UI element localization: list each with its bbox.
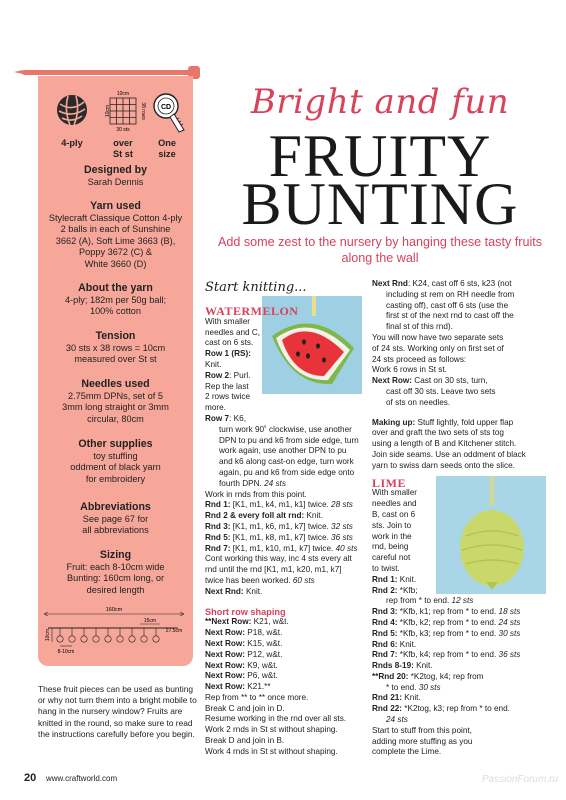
abbreviations-heading: Abbreviations xyxy=(80,501,151,513)
yarn-weight-label: 4-ply xyxy=(61,138,83,148)
yarn-ball-icon xyxy=(54,92,90,128)
title-line-1: FRUITY xyxy=(268,123,492,189)
tape-text: CD xyxy=(160,104,172,111)
diagram-height-label: 10cm xyxy=(45,628,51,642)
knitting-needle xyxy=(22,70,192,75)
diagram-spacing-label: 15cm xyxy=(143,618,157,624)
diagram-width-label: 8-10cm xyxy=(57,649,75,655)
lime-column: Next Rnd: K24, cast off 6 sts, k23 (not including st rem on RH needle from casting off), cast off 6 sts (use the first st of the next rnd to cast off the final st of this rnd). You will now have two separate sets of 24 sts. Working only on first set of 24 sts proceed as follows: Work 6 rows in St st. Next Row: Cast on 30 sts, turn, cast off 30 sts. Leave two sets of sts on needles. Making up: Stuff lightly, fold upper flap over and graft the two sets of sts tog using a length of B and Kitchener stitch. Join side seams. Use an oddment of black yarn to swiss darn seeds onto the slice. LIME With smaller needles and B, cast on 6 sts. Join to work in the rnd, being careful not to twist. Rnd 1: Knit. Rnd 2: *Kfb; rep from * to end. 12 sts Rnd 3: *Kfb, k1; rep from * to end. 18 sts Rnd 4: *Kfb, k2; rep from * to end. 24 sts Rnd 5: *Kfb, k3; rep from * to end. 30 sts Rnd 6: Knit. Rnd 7: *Kfb, k4; rep from * to end. 36 sts Rnds 8-19: Knit. **Rnd 20: *K2tog, k4; rep from * to end. 30 sts Rnd 21: Knit. Rnd 22: *K2tog, k3; rep from * to end. 24 sts Start to stuff from this point, adding more stuffing as you complete the Lime. xyxy=(372,279,552,758)
gauge-bottom-label: 30 sts xyxy=(116,127,130,133)
gauge-right-label: 38 rows xyxy=(140,102,146,120)
title-line-2: BUNTING xyxy=(241,171,519,237)
abbreviations-section: Abbreviations See page 67 for all abbreviations xyxy=(38,501,193,537)
designed-by-heading: Designed by xyxy=(84,164,147,176)
watermelon-column: WATERMELON With smaller needles and C, cast on 6 sts. Row 1 (RS): Knit. Row 2: Purl. Rep the last 2 rows twice more. Row 7: K6, turn work 90˚ clockwise, use another DPN to pu and k6 from side edge, turn work again, use another DPN to pu and k6 along cast-on edge, turn work again, pu and k6 from side edge onto fourth DPN. 24 sts Work in rnds from this point. Rnd 1: [K1, m1, k4, m1, k1] twice. 28 sts Rnd 2 & every foll alt rnd: Knit. Rnd 3: [K1, m1, k6, m1, k7] twice. 32 sts Rnd 5: [K1, m1, k8, m1, k7] twice. 36 sts Rnd 7: [K1, m1, k10, m1, k7] twice. 40 sts Cont working this way, inc 4 sts every alt rnd until the rnd [K1, m1, k20, m1, k7] twice has been worked. 60 sts Next Rnd: Knit. Short row shaping **Next Row: K21, w&t. Next Row: P18, w&t. Next Row: K15, w&t. Next Row: P12, w&t. Next Row: K9, w&t. Next Row: P6, w&t. Next Row: K21.** Rep from ** to ** once more. Break C and join in D. Resume working in the rnd over all sts. Work 2 rnds in St st without shaping. Break D and join in B. Work 4 rnds in St st without shaping. xyxy=(205,306,365,758)
diagram-length-label: 160cm xyxy=(105,607,123,613)
tape-measure-icon xyxy=(148,90,188,134)
sidebar xyxy=(38,76,193,666)
intro-text: These fruit pieces can be used as bunting or why not turn them into a bright mobile to hang in the nursery window? Fruits are knitted in the round, so make sure to read the instructions carefully before you begin. xyxy=(38,684,197,739)
gauge-top-label: 10cm xyxy=(116,91,130,97)
other-supplies-heading: Other supplies xyxy=(78,438,153,450)
yarn-used-heading: Yarn used xyxy=(90,200,141,212)
start-knitting-heading: Start knitting... xyxy=(205,280,307,295)
sizing-heading: Sizing xyxy=(99,549,132,561)
about-yarn-section: About the yarn 4-ply; 182m per 50g ball; 100% cotton xyxy=(38,282,193,318)
other-supplies-section: Other supplies toy stuffing oddment of black yarn for embroidery xyxy=(38,438,193,485)
page-number: 20 xyxy=(24,772,37,784)
gauge-label: over St st xyxy=(113,138,133,159)
designed-by-section xyxy=(38,164,193,188)
gauge-left-label: 10cm xyxy=(105,104,111,118)
sizing-section: Sizing Fruit: each 8-10cm wide Bunting: 160cm long, or desired length xyxy=(38,549,193,596)
yarn-used-section: Yarn used Stylecraft Classique Cotton 4-ply 2 balls in each of Sunshine 3662 (A), Soft Lime 3663 (B), Poppy 3672 (C) & White 3660 (D) xyxy=(38,200,193,270)
lime-heading: LIME xyxy=(372,475,407,490)
bunting-diagram xyxy=(38,602,193,662)
footer-url[interactable]: www.craftworld.com xyxy=(46,774,118,783)
size-label: One size xyxy=(158,138,176,159)
designer-name: Sarah Dennis xyxy=(87,177,144,187)
subtitle: Add some zest to the nursery by hanging these tasty fruits along the wall xyxy=(217,235,543,265)
diagram-drop-label: 27.5cm xyxy=(165,628,183,634)
watermelon-heading: WATERMELON xyxy=(205,304,299,318)
tension-section: Tension 30 sts x 38 rows = 10cm measured over St st xyxy=(38,330,193,366)
watermark: PassionForum.ru xyxy=(481,774,558,785)
tension-heading: Tension xyxy=(95,330,136,342)
tension-square-icon xyxy=(96,88,150,136)
about-yarn-heading: About the yarn xyxy=(78,282,153,294)
script-title: Bright and fun xyxy=(250,82,510,122)
short-row-heading: Short row shaping xyxy=(205,606,286,617)
needles-heading: Needles used xyxy=(81,378,150,390)
needles-section: Needles used 2.75mm DPNs, set of 5 3mm long straight or 3mm circular, 80cm xyxy=(38,378,193,425)
